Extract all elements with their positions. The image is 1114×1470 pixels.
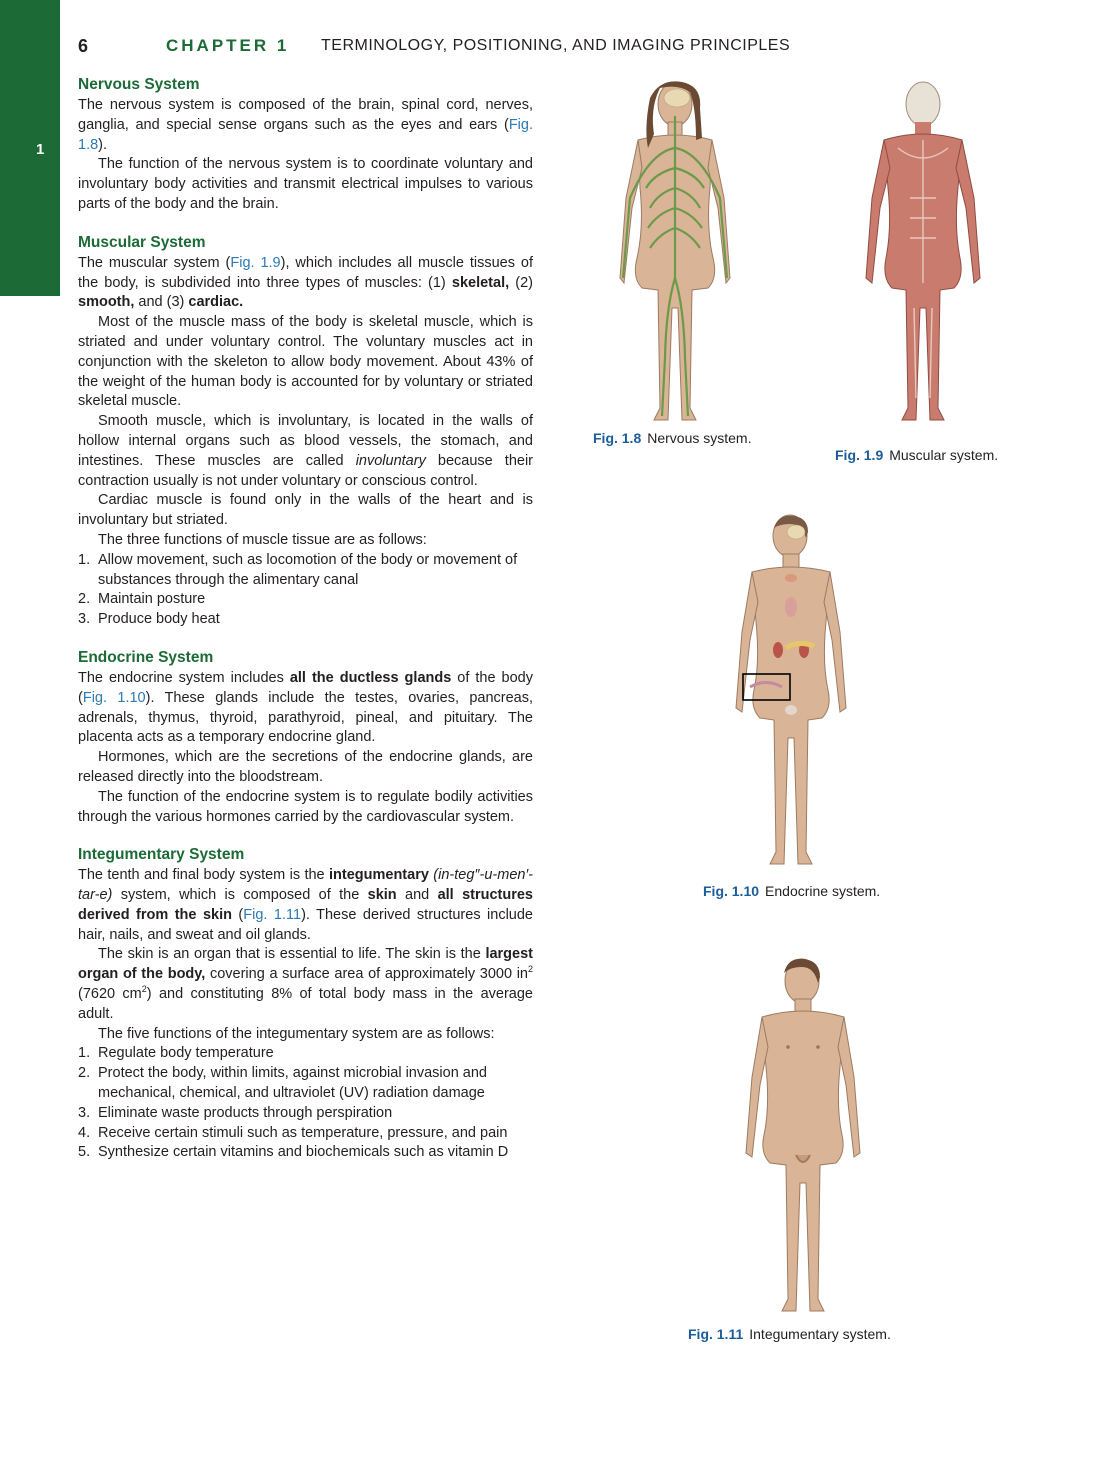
figure-label: Fig. 1.11 bbox=[688, 1326, 744, 1342]
figure-integumentary-system-illustration bbox=[738, 955, 868, 1325]
figure-reference-link[interactable]: Fig. 1.11 bbox=[243, 906, 302, 923]
paragraph: The function of the endocrine system is to regulate bodily activities through the various hormones carried by the cardiovascular system. bbox=[78, 788, 533, 825]
paragraph: The tenth and final body system is the integumentary (in-teg″-u-men′-tar-e) system, which is composed of the skin and all structures derived from the skin (Fig. 1.11). These derived structures include hair, nails, and sweat and oil glands. bbox=[78, 867, 534, 943]
list-item: 3. Eliminate waste products through perspiration bbox=[78, 1104, 393, 1121]
paragraph: The function of the nervous system is to coordinate voluntary and involuntary body activities and transmit electrical impulses to various parts of the body and the brain. bbox=[78, 156, 533, 212]
list-item: 4. Receive certain stimuli such as temperature, pressure, and pain bbox=[78, 1124, 508, 1141]
muscle-functions-list bbox=[78, 551, 533, 630]
skin-functions-list bbox=[78, 1044, 533, 1163]
figure-caption: Fig. 1.8 Nervous system. bbox=[593, 430, 752, 446]
section-integumentary bbox=[78, 845, 533, 1163]
list-item: 2. Maintain posture bbox=[78, 591, 206, 608]
section-nervous bbox=[78, 75, 533, 215]
text-column bbox=[78, 75, 533, 1181]
list-item: 2. Protect the body, within limits, against microbial invasion and mechanical, chemical, and ultraviolet (UV) radiation damage bbox=[78, 1065, 488, 1102]
figure-label: Fig. 1.8 bbox=[593, 430, 642, 446]
figure-endocrine-system-illustration bbox=[728, 512, 858, 877]
key-term: integumentary bbox=[329, 867, 429, 884]
list-item: 1. Regulate body temperature bbox=[78, 1045, 274, 1062]
key-term: largest organ of the body, bbox=[78, 946, 533, 983]
figure-caption: Fig. 1.11 Integumentary system. bbox=[688, 1326, 891, 1342]
list-item: 5. Synthesize certain vitamins and biochemicals such as vitamin D bbox=[78, 1144, 509, 1161]
list-item: 3. Produce body heat bbox=[78, 611, 220, 628]
paragraph: The muscular system (Fig. 1.9), which includes all muscle tissues of the body, is subdivided into three types of muscles: (1) skeletal, (2) smooth, and (3) cardiac. bbox=[78, 254, 534, 311]
key-term: cardiac. bbox=[188, 294, 244, 311]
key-term: skin bbox=[367, 887, 397, 904]
figure-label: Fig. 1.9 bbox=[835, 447, 884, 463]
chapter-thumb-tab bbox=[0, 0, 60, 296]
paragraph: Most of the muscle mass of the body is skeletal muscle, which is striated and under voluntary control. The voluntary muscles act in conjunction with the skeleton to allow body movement. About 43% of the weight of the human body is accounted for by voluntary or striated skeletal muscle. bbox=[78, 314, 533, 410]
heading-nervous-system: Nervous System bbox=[78, 76, 200, 93]
chapter-label: CHAPTER 1 bbox=[166, 36, 290, 55]
chapter-title: TERMINOLOGY, POSITIONING, AND IMAGING PRINCIPLES bbox=[321, 37, 791, 54]
paragraph: The five functions of the integumentary system are as follows: bbox=[98, 1025, 495, 1042]
section-endocrine bbox=[78, 648, 533, 827]
figure-caption: Fig. 1.9 Muscular system. bbox=[835, 447, 999, 463]
thumb-tab-number: 1 bbox=[36, 141, 45, 158]
running-header bbox=[78, 36, 878, 60]
key-term: all structures derived from the skin bbox=[78, 887, 533, 923]
paragraph: The endocrine system includes all the ductless glands of the body (Fig. 1.10). These glands include the testes, ovaries, pancreas, adrenals, thymus, thyroid, parathyroid, pineal, and pituitary. The placenta acts as a temporary endocrine gland. bbox=[78, 669, 534, 746]
figure-muscular-system-illustration bbox=[858, 78, 988, 428]
paragraph: Smooth muscle, which is involuntary, is located in the walls of hollow internal organs such as blood vessels, the stomach, and intestines. These muscles are called involuntary because their contraction usually is not under voluntary or conscious control. bbox=[78, 413, 533, 489]
key-term: all the ductless glands bbox=[289, 669, 452, 686]
paragraph: The skin is an organ that is essential to life. The skin is the largest organ of the body, covering a surface area of approximately 3000 $in^2$ (7620 $cm^2$) and constituting 8% of total body mass in the average adult. bbox=[78, 946, 534, 1022]
figure-nervous-system-illustration bbox=[610, 78, 740, 428]
heading-integumentary-system: Integumentary System bbox=[78, 846, 245, 864]
heading-muscular-system: Muscular System bbox=[78, 233, 206, 251]
figure-reference-link[interactable]: Fig. 1.8 bbox=[78, 116, 533, 153]
key-term: smooth, bbox=[78, 294, 135, 311]
paragraph: The nervous system is composed of the brain, spinal cord, nerves, ganglia, and special sense organs such as the eyes and ears (Fig. 1.8). bbox=[78, 97, 533, 153]
figure-caption: Fig. 1.10 Endocrine system. bbox=[703, 883, 881, 899]
paragraph: Hormones, which are the secretions of the endocrine glands, are released directly into the bloodstream. bbox=[78, 749, 533, 785]
paragraph: Cardiac muscle is found only in the walls of the heart and is involuntary but striated. bbox=[78, 492, 533, 529]
key-term: skeletal, bbox=[451, 274, 510, 291]
figure-label: Fig. 1.10 bbox=[703, 883, 760, 899]
page-number: 6 bbox=[78, 36, 89, 56]
heading-endocrine-system: Endocrine System bbox=[78, 648, 214, 666]
paragraph: The three functions of muscle tissue are as follows: bbox=[98, 531, 427, 548]
figure-reference-link[interactable]: Fig. 1.9 bbox=[230, 254, 281, 271]
list-item: 1. Allow movement, such as locomotion of the body or movement of substances through the alimentary canal bbox=[78, 551, 518, 588]
section-muscular bbox=[78, 233, 533, 630]
figure-reference-link[interactable]: Fig. 1.10 bbox=[82, 689, 146, 706]
